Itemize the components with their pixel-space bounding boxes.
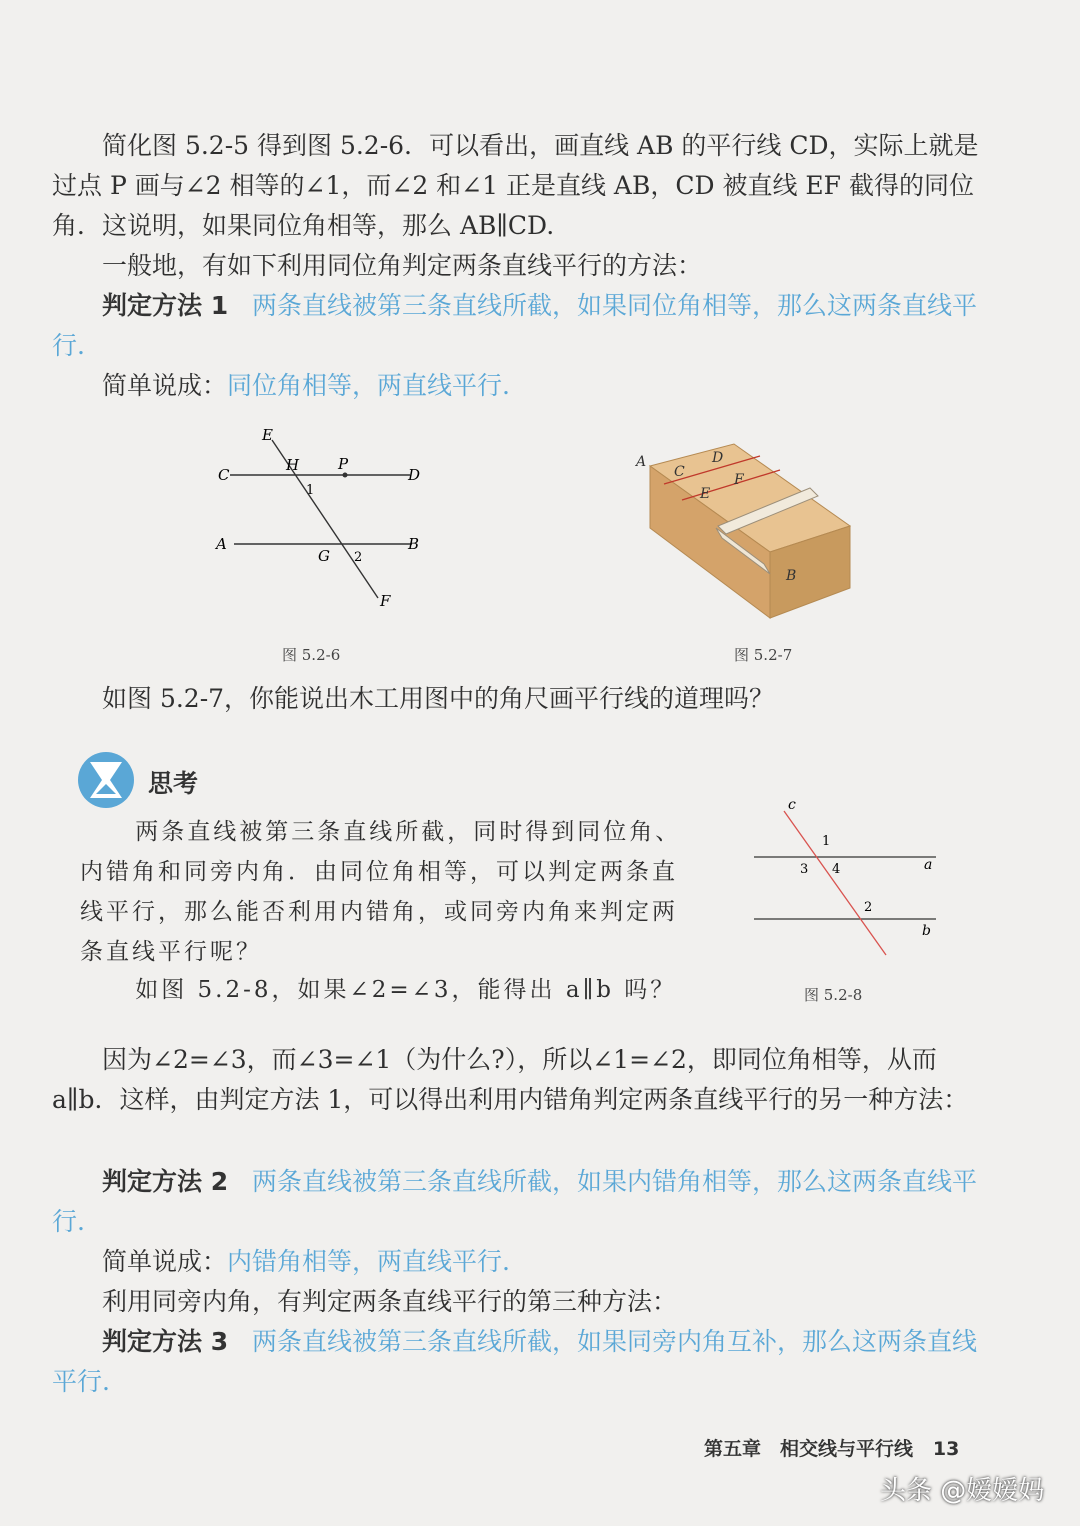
- label-e: E: [700, 486, 711, 502]
- label-f: F: [380, 592, 391, 610]
- method1-statement: [52, 286, 992, 366]
- watermark: 头条 @嫒嫒妈: [880, 1476, 1045, 1506]
- label-angle-4: 4: [832, 862, 841, 877]
- label-angle-3: 3: [800, 862, 809, 877]
- caption-fig-5-2-6: 图 5.2-6: [282, 646, 341, 664]
- question-carpenter: 如图 5.2-7，你能说出木工用图中的角尺画平行线的道理吗？: [102, 684, 775, 713]
- paragraph-proof: 因为∠2=∠3，而∠3=∠1（为什么?），所以∠1=∠2，即同位角相等，从而 a∥b．这样，由判定方法 1，可以得出利用内错角判定两条直线平行的另一种方法：: [52, 1045, 969, 1114]
- caption-fig-5-2-7: 图 5.2-7: [734, 646, 793, 664]
- label-b: B: [408, 535, 420, 553]
- label-p: P: [338, 455, 349, 473]
- label-c: C: [218, 466, 230, 484]
- footer-chapter: 第五章 相交线与平行线: [704, 1438, 914, 1460]
- line-c: [784, 811, 886, 955]
- label-c: C: [674, 464, 685, 480]
- paragraph-intro-method1: 一般地，有如下利用同位角判定两条直线平行的方法：: [102, 251, 703, 280]
- method2-statement: [52, 1162, 992, 1242]
- think-icon: [76, 750, 136, 810]
- label-c: c: [788, 797, 796, 813]
- label-angle-2: 2: [354, 550, 363, 565]
- caption-fig-5-2-8: 图 5.2-8: [804, 986, 863, 1004]
- label-angle-1: 1: [822, 834, 831, 849]
- method3-text: 两条直线被第三条直线所截，如果同旁内角互补，那么这两条直线平行.: [52, 1327, 977, 1396]
- method1-text: 两条直线被第三条直线所截，如果同位角相等，那么这两条直线平行.: [52, 291, 977, 360]
- label-f: F: [734, 472, 744, 488]
- figure-5-2-8: [740, 795, 950, 970]
- think-paragraph: 两条直线被第三条直线所截，同时得到同位角、内错角和同旁内角．由同位角相等，可以判定两条直线平行，那么能否利用内错角，或同旁内角来判定两条直线平行呢？: [80, 819, 682, 965]
- label-b: B: [786, 568, 797, 584]
- label-b: b: [922, 923, 931, 939]
- simple2-prefix: 简单说成：: [102, 1247, 228, 1276]
- simple2-statement: [52, 1242, 992, 1282]
- label-g: G: [318, 547, 330, 565]
- page-number: 13: [932, 1438, 960, 1460]
- method3-statement: [52, 1322, 992, 1402]
- label-a: A: [216, 535, 227, 553]
- paragraph-intro-method3: 利用同旁内角，有判定两条直线平行的第三种方法：: [102, 1287, 678, 1316]
- simple2-text: 内错角相等，两直线平行.: [227, 1247, 510, 1276]
- simple1-text: 同位角相等，两直线平行.: [227, 371, 510, 400]
- method2-text: 两条直线被第三条直线所截，如果内错角相等，那么这两条直线平行.: [52, 1167, 977, 1236]
- point-p: [343, 473, 348, 478]
- label-a: A: [636, 454, 647, 470]
- method2-label: 判定方法 2: [102, 1167, 229, 1196]
- page-footer: [704, 1434, 959, 1461]
- think-question: 如图 5.2-8，如果∠2=∠3，能得出 a∥b 吗？: [135, 977, 677, 1003]
- simple1-statement: [52, 366, 992, 406]
- figure-5-2-7: [630, 440, 870, 630]
- method1-label: 判定方法 1: [102, 291, 229, 320]
- label-a: a: [924, 857, 933, 873]
- label-d: D: [408, 466, 421, 484]
- method3-label: 判定方法 3: [102, 1327, 229, 1356]
- figure-5-2-6: [200, 418, 460, 618]
- paragraph-fig-explanation: 简化图 5.2-5 得到图 5.2-6．可以看出，画直线 AB 的平行线 CD，实际上就是过点 P 画与∠2 相等的∠1，而∠2 和∠1 正是直线 AB，CD 被直线 EF 截得的同位角．这说明，如果同位角相等，那么 AB∥CD.: [52, 131, 979, 240]
- label-e: E: [262, 426, 273, 444]
- label-angle-2: 2: [864, 900, 873, 915]
- label-d: D: [712, 450, 724, 466]
- label-angle-1: 1: [306, 483, 315, 498]
- label-h: H: [286, 456, 300, 474]
- think-title: 思考: [148, 769, 199, 798]
- simple1-prefix: 简单说成：: [102, 371, 228, 400]
